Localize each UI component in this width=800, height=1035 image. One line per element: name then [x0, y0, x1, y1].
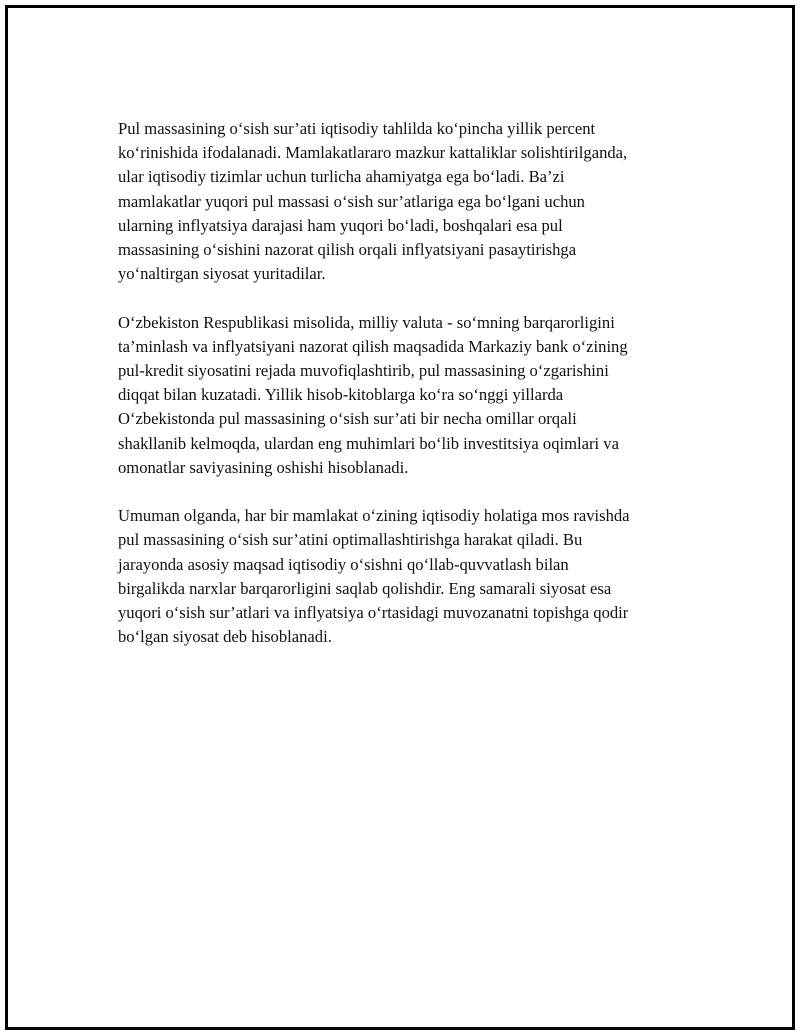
text-line: shakllanib kelmoqda, ulardan eng muhimlari bo‘lib investitsiya oqimlari va: [118, 433, 619, 453]
text-line: pul massasining o‘sish sur’atini optimallashtirishga harakat qiladi. Bu: [118, 530, 583, 550]
text-line: mamlakatlar yuqori pul massasi o‘sish sur’atlariga ega bo‘lgani uchun: [118, 191, 585, 211]
text-line: jarayonda asosiy maqsad iqtisodiy o‘sishni qo‘llab-quvvatlash bilan: [118, 554, 569, 574]
text-line: pul-kredit siyosatini rejada muvofiqlashtirib, pul massasining o‘zgarishini: [118, 361, 609, 381]
document-body: [118, 117, 698, 674]
text-line: yuqori o‘sish sur’atlari va inflyatsiya o‘rtasidagi muvozanatni topishga qodir: [118, 603, 629, 623]
paragraph-1: [118, 117, 698, 286]
text-line: birgalikda narxlar barqarorligini saqlab qolishdir. Eng samarali siyosat esa: [118, 578, 612, 598]
text-line: massasining o‘sishini nazorat qilish orqali inflyatsiyani pasaytirishga: [118, 240, 577, 260]
paragraph-2: [118, 311, 698, 480]
text-line: Umuman olganda, har bir mamlakat o‘zining iqtisodiy holatiga mos ravishda: [118, 506, 630, 526]
text-line: bo‘lgan siyosat deb hisoblanadi.: [118, 627, 332, 647]
text-line: diqqat bilan kuzatadi. Yillik hisob-kitoblarga ko‘ra so‘nggi yillarda: [118, 385, 564, 405]
text-line: ular iqtisodiy tizimlar uchun turlicha ahamiyatga ega bo‘ladi. Ba’zi: [118, 167, 565, 187]
text-line: O‘zbekistonda pul massasining o‘sish sur’ati bir necha omillar orqali: [118, 409, 577, 429]
text-line: omonatlar saviyasining oshishi hisoblanadi.: [118, 457, 409, 477]
text-line: ularning inflyatsiya darajasi ham yuqori bo‘ladi, boshqalari esa pul: [118, 215, 563, 235]
paragraph-3: [118, 504, 698, 649]
text-line: O‘zbekiston Respublikasi misolida, milliy valuta - so‘mning barqarorligini: [118, 312, 615, 332]
text-line: ko‘rinishida ifodalanadi. Mamlakatlararo mazkur kattaliklar solishtirilganda,: [118, 143, 628, 163]
text-line: ta’minlash va inflyatsiyani nazorat qilish maqsadida Markaziy bank o‘zining: [118, 336, 628, 356]
text-line: Pul massasining o‘sish sur’ati iqtisodiy tahlilda ko‘pincha yillik percent: [118, 119, 596, 138]
text-line: yo‘naltirgan siyosat yuritadilar.: [118, 264, 326, 284]
